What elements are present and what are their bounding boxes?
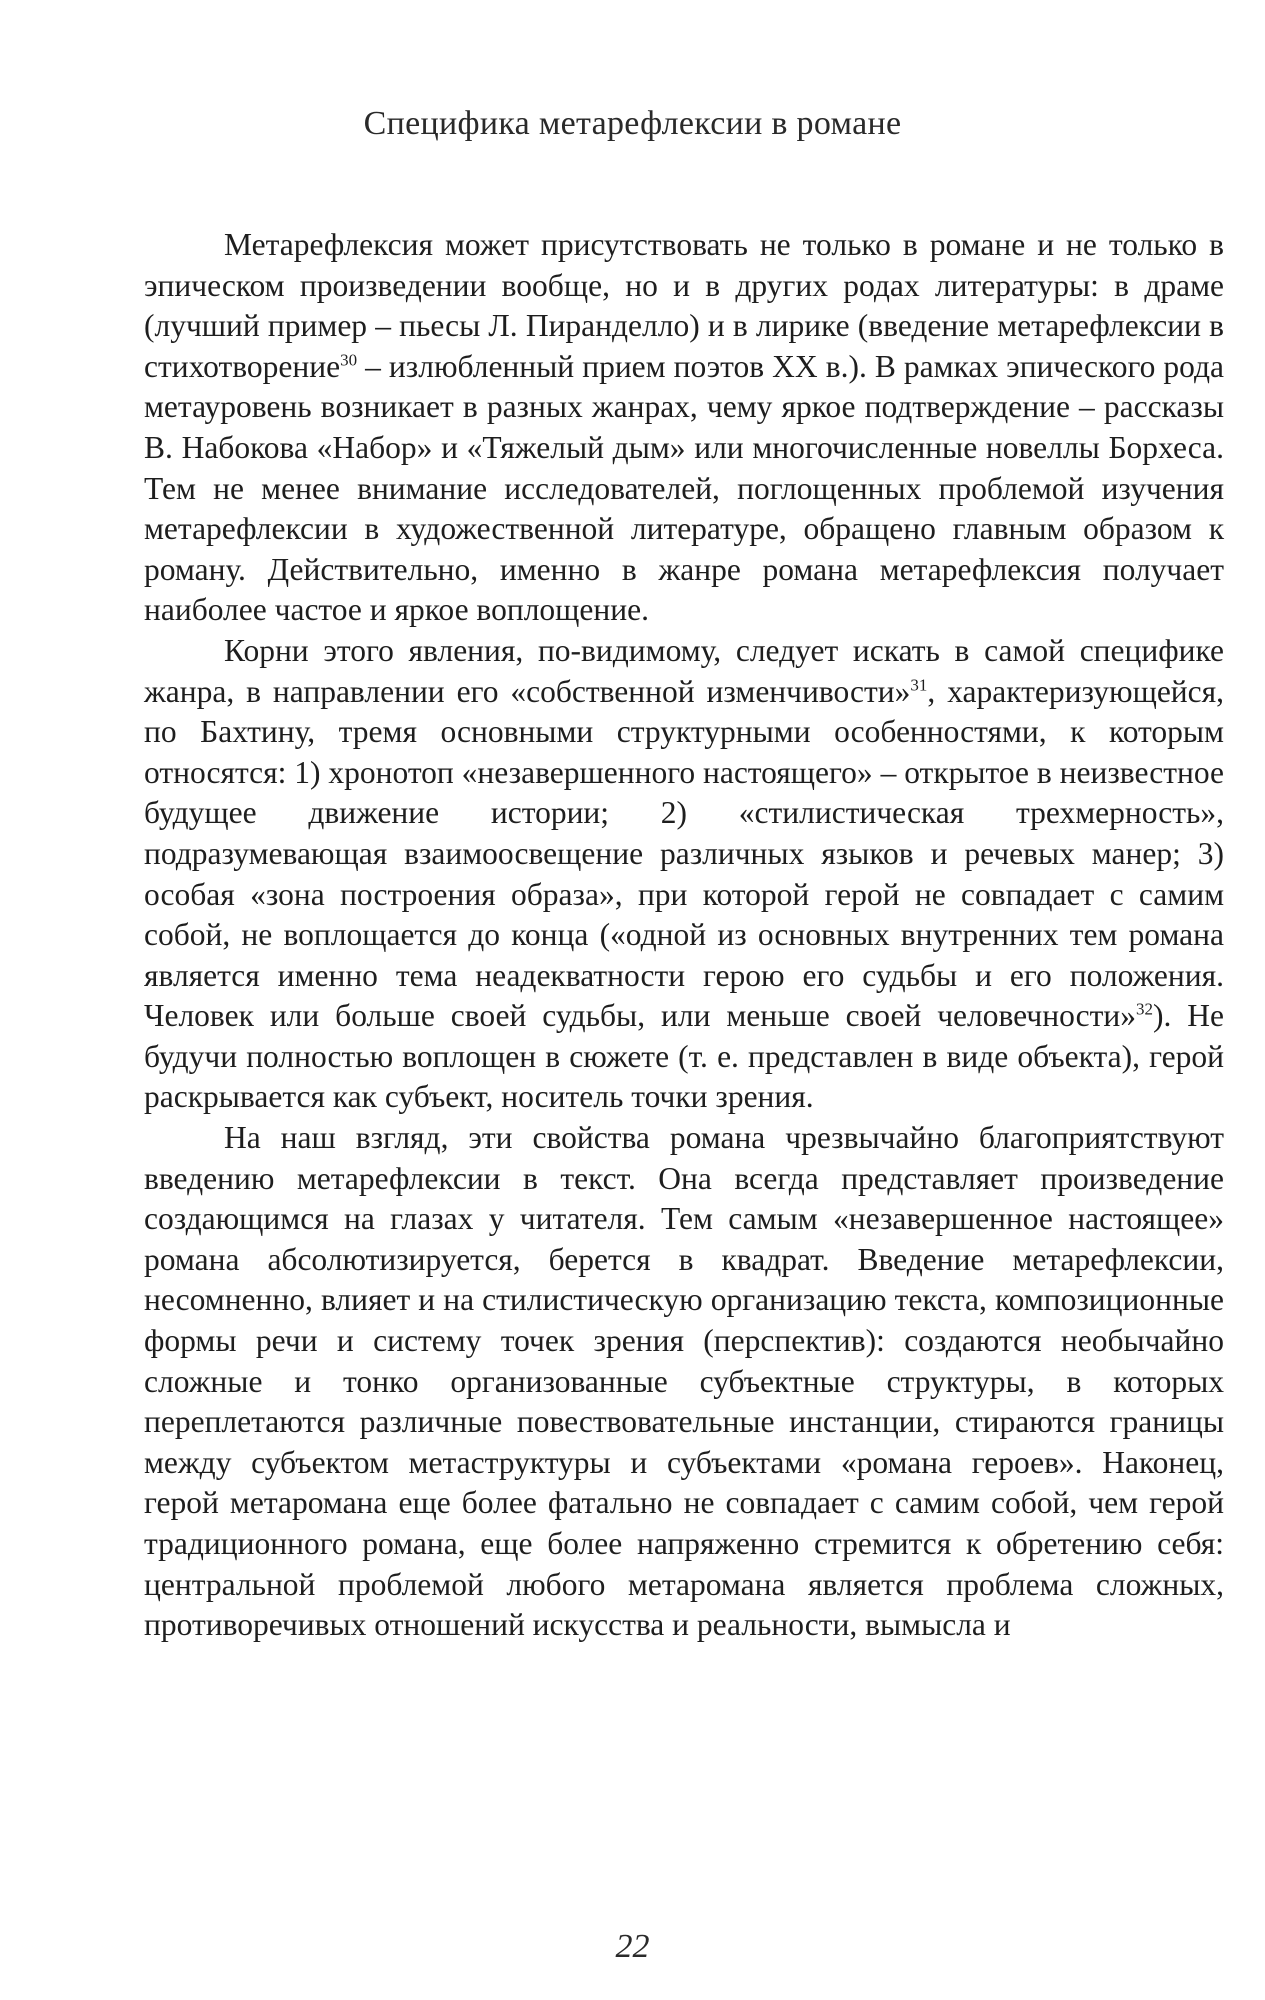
paragraph-text: – излюбленный прием поэтов XX в.). В рамках эпического рода метауровень возникает в разных жанрах, чему яркое подтверждение – рассказы В. Набокова «Набор» и «Тяжелый дым» или многочисленные новеллы Борхеса. Тем не менее внимание исследователей, поглощенных проблемой изучения метарефлексии в художественной литературе, обращено главным образом к роману. Действительно, именно в жанре романа метарефлексия получает наиболее частое и яркое воплощение. [144,348,1224,628]
page-number: 22 [615,1928,650,1965]
footnote-ref-31: 31 [910,675,928,695]
paragraph-3 [144,1118,1224,1646]
paragraph-text: Метарефлексия может присутствовать не только в романе и не только в эпическом произведении вообще, но и в других родах литературы: в драме (лучший пример – пьесы Л. Пиранделло) и в лирике (введение метарефлексии в стихотворение [144,227,1224,384]
footnote-ref-32: 32 [1135,999,1153,1019]
paragraph-text: На наш взгляд, эти свойства романа чрезвычайно благоприятствуют введению метарефлексии в текст. Она всегда представляет произведение создающимся на глазах у читателя. Тем самым «незавершенное настоящее» романа абсолютизируется, берется в квадрат. Введение метарефлексии, несомненно, влияет и на стилистическую организацию текста, композиционные формы речи и систему точек зрения (перспектив): создаются необычайно сложные и тонко организованные субъектные структуры, в которых переплетаются различные повествовательные инстанции, стираются границы между субъектом метаструктуры и субъектами «романа героев». Наконец, герой метаромана еще более фатально не совпадает с самим собой, чем герой традиционного романа, еще более напряженно стремится к обретению себя: центральной проблемой любого метаромана является проблема сложных, противоречивых отношений искусства и реальности, вымысла и [144,1120,1224,1643]
paragraph-1 [144,225,1224,631]
section-title: Специфика метарефлексии в романе [363,105,902,142]
paragraph-text: Корни этого явления, по-видимому, следует искать в самой специфике жанра, в направлении его «собственной изменчивости» [144,632,1224,709]
paragraph-2 [144,631,1224,1118]
paragraph-text: ). Не будучи полностью воплощен в сюжете (т. е. представлен в виде объекта), герой раскрывается как субъект, носитель точки зрения. [144,998,1224,1115]
body-text [144,225,1224,1646]
footnote-ref-30: 30 [340,350,358,370]
paragraph-text: , характеризующейся, по Бахтину, тремя основными структурными особенностями, к которым относятся: 1) хронотоп «незавершенного настоящего» – открытое в неизвестное будущее движение истории; 2) «стилистическая трехмерность», подразумевающая взаимоосвещение различных языков и речевых манер; 3) особая «зона построения образа», при которой герой не совпадает с самим собой, не воплощается до конца («одной из основных внутренних тем романа является именно тема неадекватности герою его судьбы и его положения. Человек или больше своей судьбы, или меньше своей человечности» [144,673,1225,1034]
